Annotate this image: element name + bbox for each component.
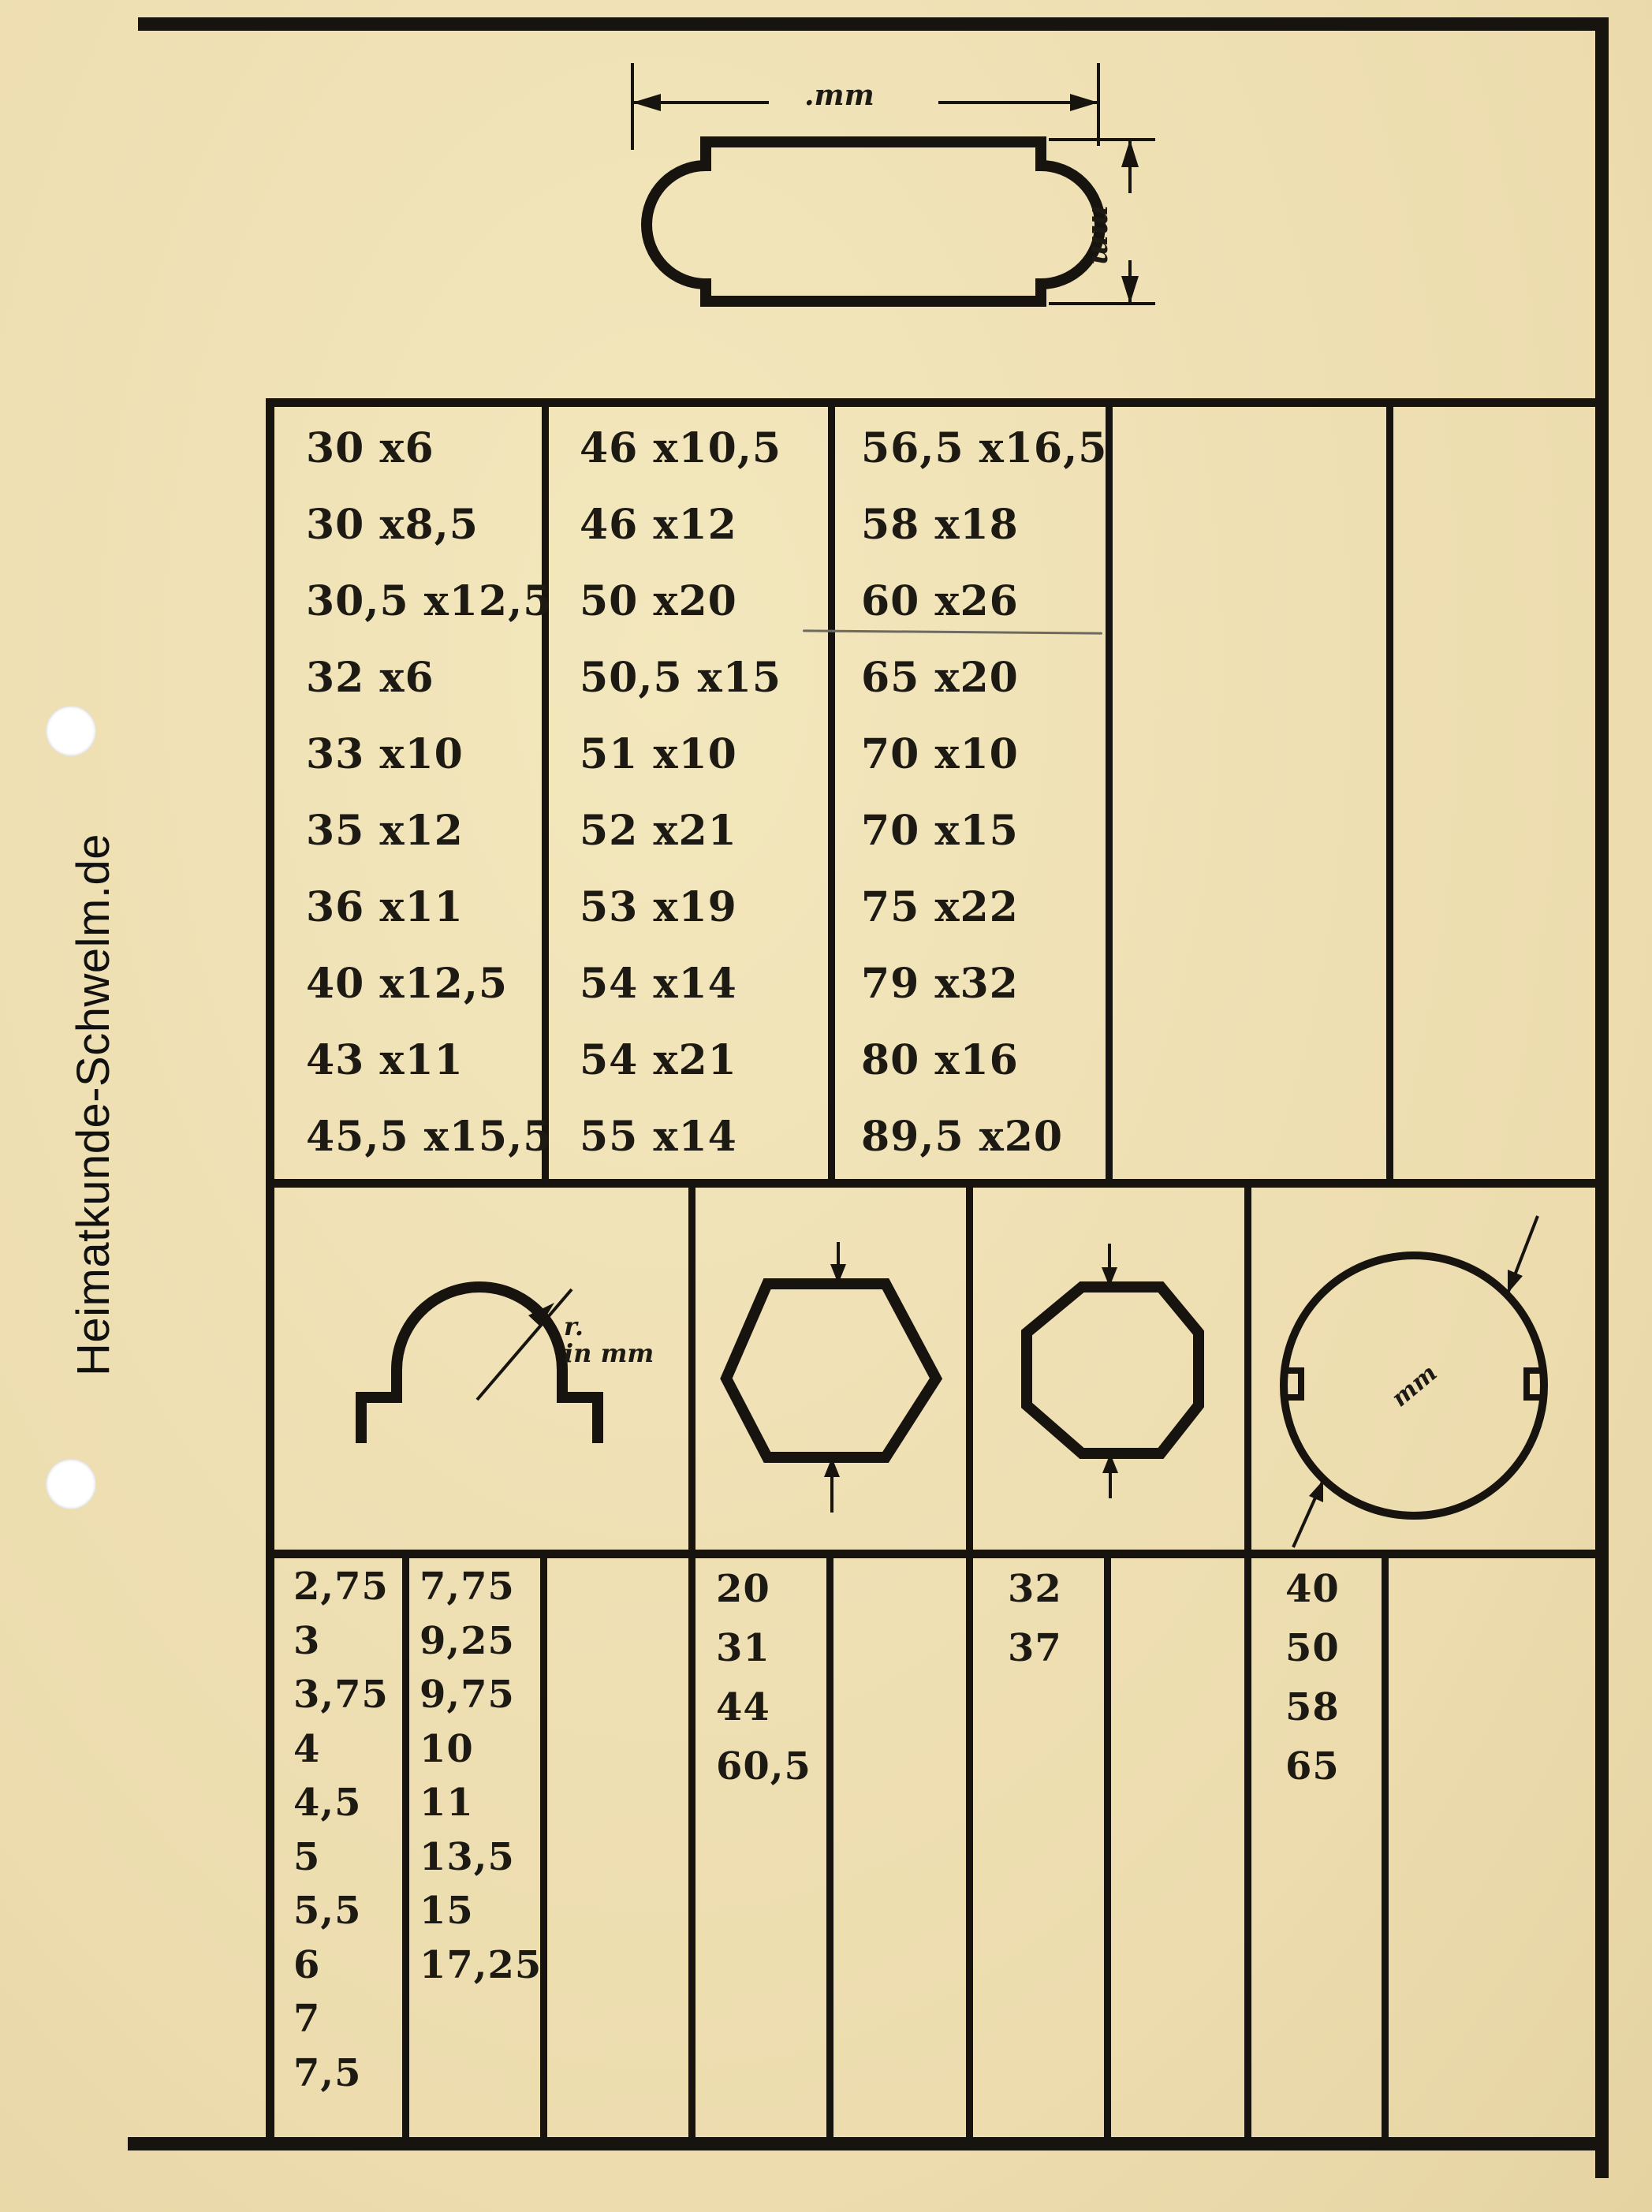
- dimension-entry: 70 x10: [861, 730, 1019, 778]
- dimension-entry: 51 x10: [580, 730, 737, 778]
- dimension-entry: 65 x20: [861, 654, 1019, 702]
- hexagon-size: 44: [716, 1685, 770, 1729]
- hexagon-sizes: [716, 1560, 811, 1796]
- dimension-entry: 80 x16: [861, 1036, 1019, 1084]
- octagon-sizes: [1008, 1560, 1062, 1678]
- dimension-entry: 36 x11: [306, 883, 464, 931]
- dimension-entry: 43 x11: [306, 1036, 464, 1084]
- dimension-entry: 35 x12: [306, 807, 464, 855]
- dimension-entry: 53 x19: [580, 883, 737, 931]
- dimension-entry: 52 x21: [580, 807, 737, 855]
- round-size: 50: [1285, 1626, 1340, 1670]
- half-round-size: 3,75: [293, 1673, 389, 1717]
- dimension-entry: 40 x12,5: [306, 960, 509, 1008]
- round-size: 40: [1285, 1567, 1340, 1611]
- round-size: 58: [1285, 1685, 1340, 1729]
- dimension-entry: 46 x10,5: [580, 424, 782, 472]
- half-round-size: 4,5: [293, 1781, 362, 1825]
- half-round-profile-icon: [361, 1287, 598, 1443]
- round-size: 65: [1285, 1744, 1340, 1789]
- height-label: mm: [1085, 205, 1118, 266]
- hexagon-size: 31: [716, 1626, 770, 1670]
- half-round-size: 17,25: [420, 1942, 543, 1987]
- dimension-entry: 32 x6: [306, 654, 434, 702]
- dimension-entry: 45,5 x15,5: [306, 1113, 553, 1161]
- octagon-profile-icon: [1027, 1244, 1199, 1498]
- width-label: .mm: [804, 79, 874, 112]
- half-round-size: 5: [293, 1834, 321, 1879]
- half-round-size: 11: [420, 1781, 474, 1825]
- hexagon-size: 60,5: [716, 1744, 811, 1789]
- half-round-size: 6: [293, 1942, 321, 1987]
- half-round-size: 10: [420, 1726, 474, 1771]
- dimension-entry: 70 x15: [861, 807, 1019, 855]
- half-round-sizes-a: [293, 1560, 389, 2100]
- round-diameter-label: mm: [1386, 1359, 1443, 1413]
- half-round-size: 7,5: [293, 2050, 362, 2095]
- dimension-entry: 54 x14: [580, 960, 737, 1008]
- dimension-entry: 50 x20: [580, 577, 737, 625]
- dimension-entry: 89,5 x20: [861, 1113, 1064, 1161]
- half-round-size: 2,75: [293, 1565, 389, 1609]
- octagon-size: 37: [1008, 1626, 1062, 1670]
- watermark: Heimatkunde-Schwelm.de: [68, 834, 119, 1376]
- dimension-entry: 50,5 x15: [580, 654, 782, 702]
- dimension-entry: 75 x22: [861, 883, 1019, 931]
- half-round-size: 3: [293, 1618, 321, 1663]
- dimension-entry: 30 x6: [306, 424, 434, 472]
- half-round-size: 13,5: [420, 1834, 515, 1879]
- dimension-entry: 79 x32: [861, 960, 1019, 1008]
- dimension-entry: 30,5 x12,5: [306, 577, 553, 625]
- half-round-size: 7: [293, 1997, 321, 2041]
- hexagon-size: 20: [716, 1567, 770, 1611]
- half-round-size: 4: [293, 1726, 321, 1771]
- dimension-entry: 33 x10: [306, 730, 464, 778]
- dimension-entry: 55 x14: [580, 1113, 737, 1161]
- half-round-radius-label: r. in mm: [564, 1311, 654, 1368]
- dimension-entry: 54 x21: [580, 1036, 737, 1084]
- round-sizes: [1285, 1560, 1340, 1796]
- half-round-size: 9,75: [420, 1673, 515, 1717]
- half-round-size: 7,75: [420, 1565, 515, 1609]
- dimension-entry: 46 x12: [580, 501, 737, 549]
- half-round-size: 9,25: [420, 1618, 515, 1663]
- dimension-entry: 58 x18: [861, 501, 1019, 549]
- half-round-size: 15: [420, 1889, 474, 1933]
- octagon-size: 32: [1008, 1567, 1062, 1611]
- half-round-size: 5,5: [293, 1889, 362, 1933]
- dimension-entry: 30 x8,5: [306, 501, 479, 549]
- half-round-sizes-b: [420, 1560, 542, 1992]
- hexagon-profile-icon: [726, 1242, 936, 1513]
- dimension-entry: 56,5 x16,5: [861, 424, 1108, 472]
- dimension-entry: 60 x26: [861, 577, 1019, 625]
